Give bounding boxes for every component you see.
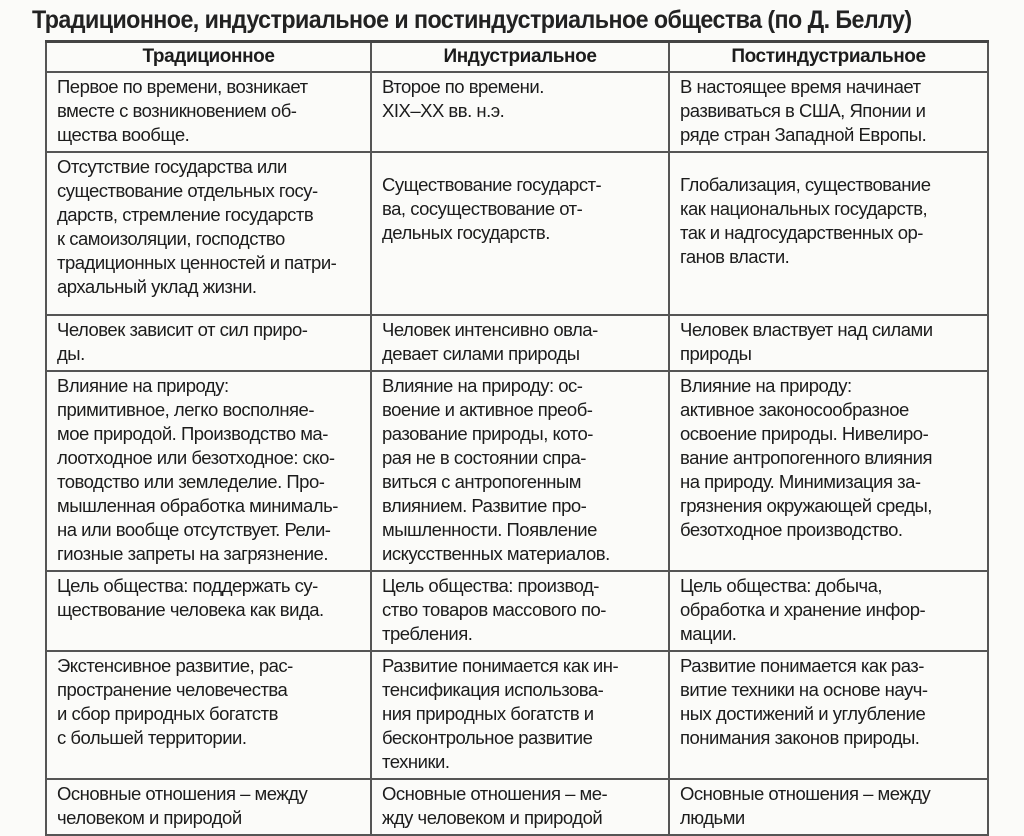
cell-industrial: Существование государст- ва, сосуществование от- дельных государств. xyxy=(371,152,669,315)
header-row xyxy=(46,42,988,73)
cell-industrial: Развитие понимается как ин- тенсификация использова- ния природных богатств и бесконтрольное развитие техники. xyxy=(371,651,669,779)
table-row xyxy=(46,371,988,571)
cell-industrial: Человек интенсивно овла- девает силами природы xyxy=(371,315,669,371)
cell-postindustrial: Основные отношения – между людьми xyxy=(669,779,988,835)
table-row xyxy=(46,571,988,651)
table-row xyxy=(46,779,988,835)
cell-postindustrial: Влияние на природу: активное законосообразное освоение природы. Нивелиро- вание антропогенного влияния на природу. Минимизация за- грязнения окружающей среды, безотходное производство. xyxy=(669,371,988,571)
header-traditional: Традиционное xyxy=(46,42,371,73)
cell-postindustrial: Человек властвует над силами природы xyxy=(669,315,988,371)
cell-traditional: Влияние на природу: примитивное, легко восполняе- мое природой. Производство ма- лоотходное или безотходное: ско- товодство или земледелие. Про- мышленная обработка минималь- на или вообще отсутствует. Рели- гиозные запреты на загрязнение. xyxy=(46,371,371,571)
cell-traditional: Экстенсивное развитие, рас- пространение человечества и сбор природных богатств с большей территории. xyxy=(46,651,371,779)
cell-traditional: Первое по времени, возникает вместе с возникновением об- щества вообще. xyxy=(46,72,371,152)
cell-industrial: Основные отношения – ме- жду человеком и природой xyxy=(371,779,669,835)
cell-postindustrial: Цель общества: добыча, обработка и хранение инфор- мации. xyxy=(669,571,988,651)
cell-industrial: Второе по времени. XIX–XX вв. н.э. xyxy=(371,72,669,152)
cell-postindustrial: В настоящее время начинает развиваться в США, Японии и ряде стран Западной Европы. xyxy=(669,72,988,152)
cell-traditional: Цель общества: поддержать су- ществование человека как вида. xyxy=(46,571,371,651)
table-row xyxy=(46,651,988,779)
comparison-table xyxy=(45,40,989,836)
header-postindustrial: Постиндустриальное xyxy=(669,42,988,73)
cell-traditional: Отсутствие государства или существование отдельных госу- дарств, стремление государств к самоизоляции, господство традиционных ценностей и патри- архальный уклад жизни. xyxy=(46,152,371,315)
cell-industrial: Влияние на природу: ос- воение и активное преоб- разование природы, кото- рая не в состоянии спра- виться с антропогенным влиянием. Развитие про- мышленности. Появление искусственных материалов. xyxy=(371,371,669,571)
cell-industrial: Цель общества: производ- ство товаров массового по- требления. xyxy=(371,571,669,651)
table-row xyxy=(46,315,988,371)
table-row xyxy=(46,72,988,152)
document-title: Традиционное, индустриальное и постиндустриальное общества (по Д. Беллу) xyxy=(32,6,912,34)
cell-postindustrial: Глобализация, существование как национальных государств, так и надгосударственных ор- ганов власти. xyxy=(669,152,988,315)
cell-postindustrial: Развитие понимается как раз- витие техники на основе науч- ных достижений и углубление понимания законов природы. xyxy=(669,651,988,779)
cell-traditional: Основные отношения – между человеком и природой xyxy=(46,779,371,835)
cell-traditional: Человек зависит от сил приро- ды. xyxy=(46,315,371,371)
header-industrial: Индустриальное xyxy=(371,42,669,73)
table-row xyxy=(46,152,988,315)
